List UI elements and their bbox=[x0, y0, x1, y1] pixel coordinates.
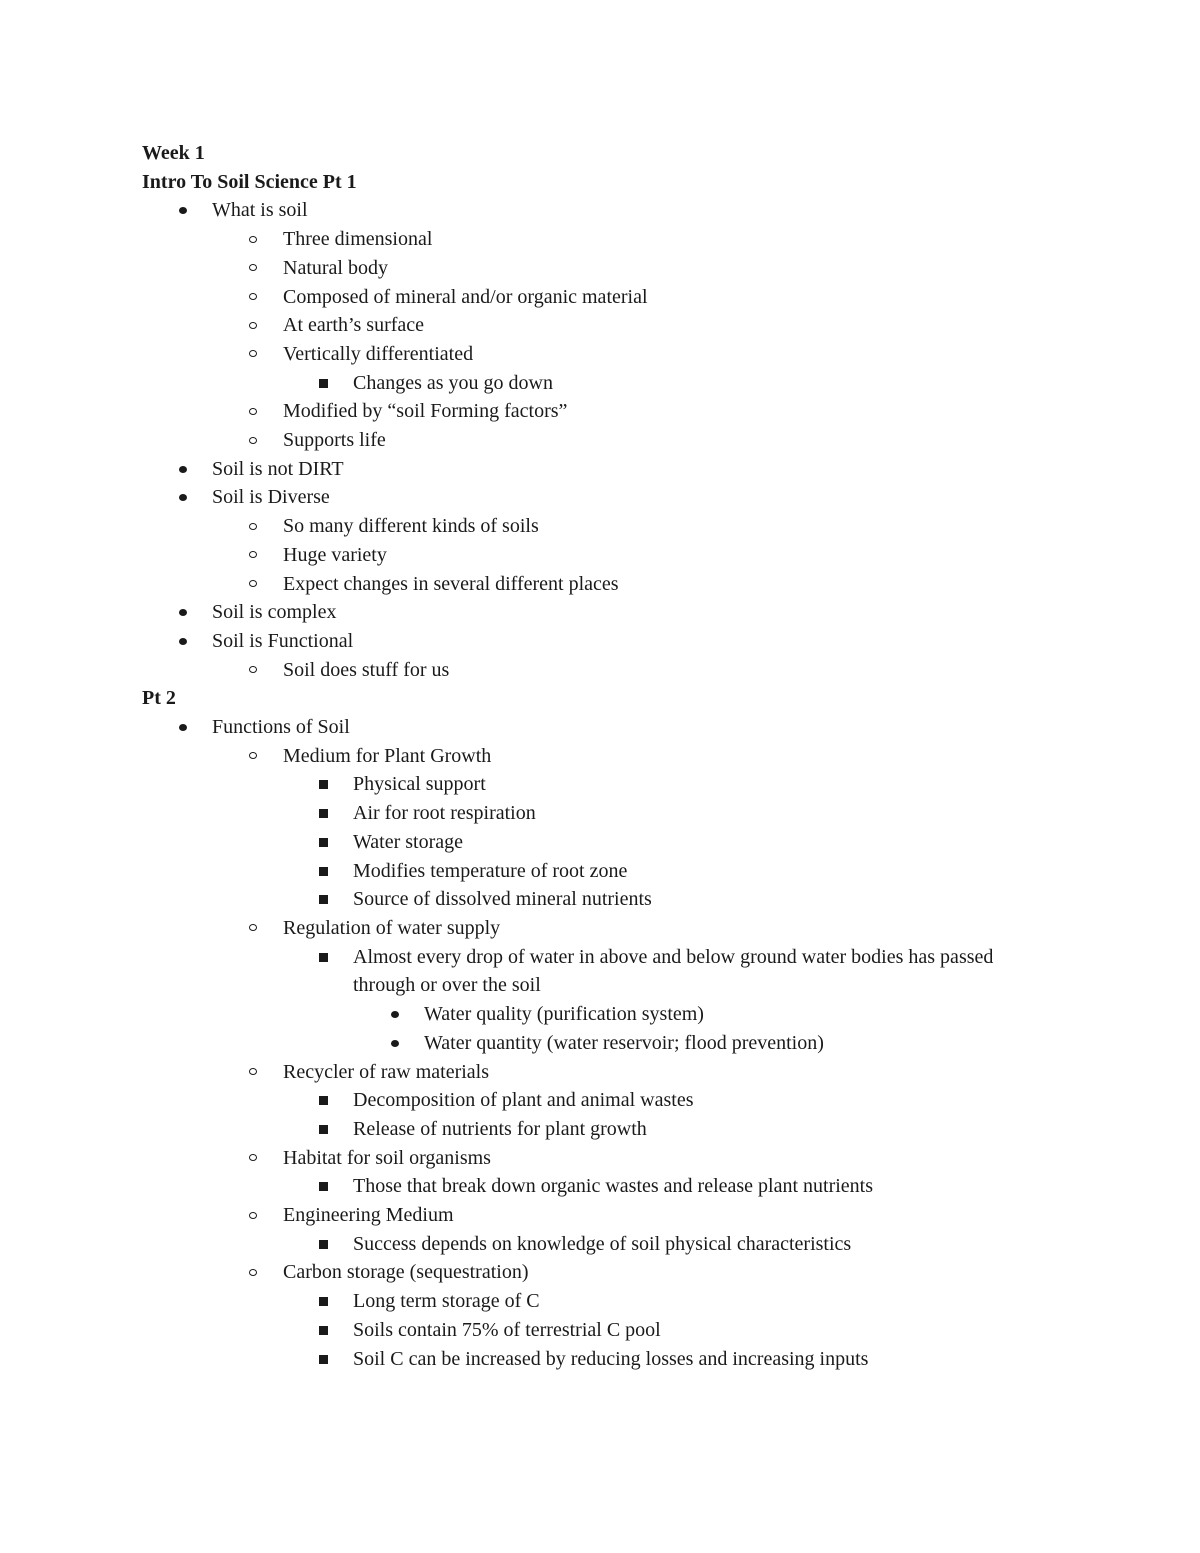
square-bullet-icon bbox=[319, 1096, 328, 1105]
section-heading bbox=[0, 684, 1200, 713]
list-item-level-2 bbox=[0, 426, 1200, 455]
square-bullet-icon bbox=[319, 867, 328, 876]
list-item-level-3 bbox=[0, 799, 1053, 828]
list-item-text: Decomposition of plant and animal wastes bbox=[353, 1089, 694, 1112]
list-item-level-2 bbox=[0, 1258, 1200, 1287]
hollow-circle-bullet-icon bbox=[249, 924, 257, 931]
list-item-text: Soil is Diverse bbox=[212, 486, 330, 509]
filled-circle-bullet-icon bbox=[391, 1040, 399, 1047]
list-item-text: Water quality (purification system) bbox=[424, 1003, 704, 1026]
list-item-level-2 bbox=[0, 283, 1200, 312]
hollow-circle-bullet-icon bbox=[249, 752, 257, 759]
list-item-text: Engineering Medium bbox=[283, 1204, 454, 1227]
filled-circle-bullet-icon bbox=[179, 207, 187, 214]
list-item-text: Modified by “soil Forming factors” bbox=[283, 400, 568, 423]
list-item-level-2 bbox=[0, 1201, 1200, 1230]
list-item-text: Recycler of raw materials bbox=[283, 1060, 490, 1083]
list-item-level-3 bbox=[0, 1345, 1053, 1374]
list-item-level-2 bbox=[0, 254, 1200, 283]
hollow-circle-bullet-icon bbox=[249, 1154, 257, 1161]
list-item-level-2 bbox=[0, 656, 1200, 685]
hollow-circle-bullet-icon bbox=[249, 580, 257, 587]
section-heading bbox=[0, 168, 1200, 197]
list-item-text: Composed of mineral and/or organic material bbox=[283, 285, 648, 308]
list-item-text: Expect changes in several different places bbox=[283, 572, 619, 595]
hollow-circle-bullet-icon bbox=[249, 437, 257, 444]
list-item-level-2 bbox=[0, 311, 1200, 340]
list-item-level-3 bbox=[0, 369, 1053, 398]
list-item-level-3 bbox=[0, 857, 1053, 886]
hollow-circle-bullet-icon bbox=[249, 1269, 257, 1276]
list-item-text: What is soil bbox=[212, 199, 308, 222]
list-item-text: Changes as you go down bbox=[353, 371, 553, 394]
hollow-circle-bullet-icon bbox=[249, 293, 257, 300]
list-item-text: Regulation of water supply bbox=[283, 916, 501, 939]
square-bullet-icon bbox=[319, 1326, 328, 1335]
list-item-text: Soils contain 75% of terrestrial C pool bbox=[353, 1318, 661, 1341]
list-item-level-4 bbox=[0, 1000, 1200, 1029]
square-bullet-icon bbox=[319, 809, 328, 818]
list-item-level-1 bbox=[0, 598, 1200, 627]
hollow-circle-bullet-icon bbox=[249, 1068, 257, 1075]
square-bullet-icon bbox=[319, 379, 328, 388]
list-item-text: Huge variety bbox=[283, 543, 387, 566]
list-item-text: Supports life bbox=[283, 429, 386, 452]
hollow-circle-bullet-icon bbox=[249, 408, 257, 415]
hollow-circle-bullet-icon bbox=[249, 264, 257, 271]
list-item-level-1 bbox=[0, 455, 1200, 484]
hollow-circle-bullet-icon bbox=[249, 1212, 257, 1219]
list-item-text: Medium for Plant Growth bbox=[283, 744, 492, 767]
square-bullet-icon bbox=[319, 1182, 328, 1191]
list-item-level-1 bbox=[0, 627, 1200, 656]
list-item-text: Soil is not DIRT bbox=[212, 457, 344, 480]
list-item-text: Modifies temperature of root zone bbox=[353, 859, 628, 882]
list-item-level-2 bbox=[0, 225, 1200, 254]
heading-text: Pt 2 bbox=[142, 687, 176, 710]
list-item-level-3 bbox=[0, 943, 1053, 1000]
list-item-text: Soil is complex bbox=[212, 601, 337, 624]
square-bullet-icon bbox=[319, 1355, 328, 1364]
list-item-level-3 bbox=[0, 1287, 1053, 1316]
heading-text: Intro To Soil Science Pt 1 bbox=[142, 170, 357, 193]
list-item-level-4 bbox=[0, 1029, 1200, 1058]
hollow-circle-bullet-icon bbox=[249, 236, 257, 243]
list-item-level-3 bbox=[0, 885, 1053, 914]
square-bullet-icon bbox=[319, 1240, 328, 1249]
section-heading bbox=[0, 139, 1200, 168]
list-item-level-3 bbox=[0, 770, 1053, 799]
list-item-level-1 bbox=[0, 713, 1200, 742]
hollow-circle-bullet-icon bbox=[249, 551, 257, 558]
heading-text: Week 1 bbox=[142, 142, 205, 164]
filled-circle-bullet-icon bbox=[179, 466, 187, 473]
list-item-level-2 bbox=[0, 570, 1200, 599]
list-item-level-2 bbox=[0, 397, 1200, 426]
list-item-text: Success depends on knowledge of soil physical characteristics bbox=[353, 1232, 852, 1255]
square-bullet-icon bbox=[319, 895, 328, 904]
list-item-text: Source of dissolved mineral nutrients bbox=[353, 888, 652, 911]
list-item-text: So many different kinds of soils bbox=[283, 515, 539, 538]
square-bullet-icon bbox=[319, 780, 328, 789]
list-item-text: Functions of Soil bbox=[212, 716, 350, 739]
list-item-text: Soil is Functional bbox=[212, 629, 354, 652]
list-item-level-3 bbox=[0, 828, 1053, 857]
list-item-text: Carbon storage (sequestration) bbox=[283, 1261, 529, 1284]
list-item-text: At earth’s surface bbox=[283, 314, 425, 337]
list-item-level-2 bbox=[0, 512, 1200, 541]
list-item-level-2 bbox=[0, 541, 1200, 570]
list-item-text: Air for root respiration bbox=[353, 802, 536, 825]
square-bullet-icon bbox=[319, 1297, 328, 1306]
list-item-level-3 bbox=[0, 1316, 1053, 1345]
list-item-text: Soil does stuff for us bbox=[283, 658, 450, 681]
square-bullet-icon bbox=[319, 838, 328, 847]
filled-circle-bullet-icon bbox=[179, 638, 187, 645]
list-item-level-1 bbox=[0, 196, 1200, 225]
filled-circle-bullet-icon bbox=[179, 724, 187, 731]
square-bullet-icon bbox=[319, 953, 328, 962]
list-item-text: Natural body bbox=[283, 256, 388, 279]
hollow-circle-bullet-icon bbox=[249, 523, 257, 530]
filled-circle-bullet-icon bbox=[179, 609, 187, 616]
list-item-text: Soil C can be increased by reducing losses and increasing inputs bbox=[353, 1347, 869, 1370]
list-item-text: Those that break down organic wastes and release plant nutrients bbox=[353, 1175, 874, 1198]
document-body bbox=[0, 139, 1200, 1373]
list-item-text: Long term storage of C bbox=[353, 1290, 540, 1313]
hollow-circle-bullet-icon bbox=[249, 666, 257, 673]
list-item-level-2 bbox=[0, 1144, 1200, 1173]
hollow-circle-bullet-icon bbox=[249, 350, 257, 357]
hollow-circle-bullet-icon bbox=[249, 322, 257, 329]
filled-circle-bullet-icon bbox=[179, 494, 187, 501]
list-item-text: Physical support bbox=[353, 773, 486, 796]
list-item-level-3 bbox=[0, 1115, 1053, 1144]
list-item-text: Habitat for soil organisms bbox=[283, 1146, 491, 1169]
list-item-text: Vertically differentiated bbox=[283, 342, 474, 365]
square-bullet-icon bbox=[319, 1125, 328, 1134]
list-item-text: Three dimensional bbox=[283, 228, 433, 251]
list-item-level-2 bbox=[0, 340, 1200, 369]
list-item-text: Water quantity (water reservoir; flood prevention) bbox=[424, 1031, 824, 1054]
list-item-level-3 bbox=[0, 1230, 1053, 1259]
list-item-level-2 bbox=[0, 914, 1200, 943]
list-item-text: Almost every drop of water in above and below ground water bodies has passed through or over the soil bbox=[353, 945, 994, 997]
list-item-level-3 bbox=[0, 1086, 1053, 1115]
list-item-level-1 bbox=[0, 483, 1200, 512]
list-item-text: Release of nutrients for plant growth bbox=[353, 1117, 647, 1140]
list-item-level-2 bbox=[0, 1058, 1200, 1087]
list-item-level-3 bbox=[0, 1172, 1053, 1201]
list-item-text: Water storage bbox=[353, 830, 463, 853]
list-item-level-2 bbox=[0, 742, 1200, 771]
filled-circle-bullet-icon bbox=[391, 1011, 399, 1018]
